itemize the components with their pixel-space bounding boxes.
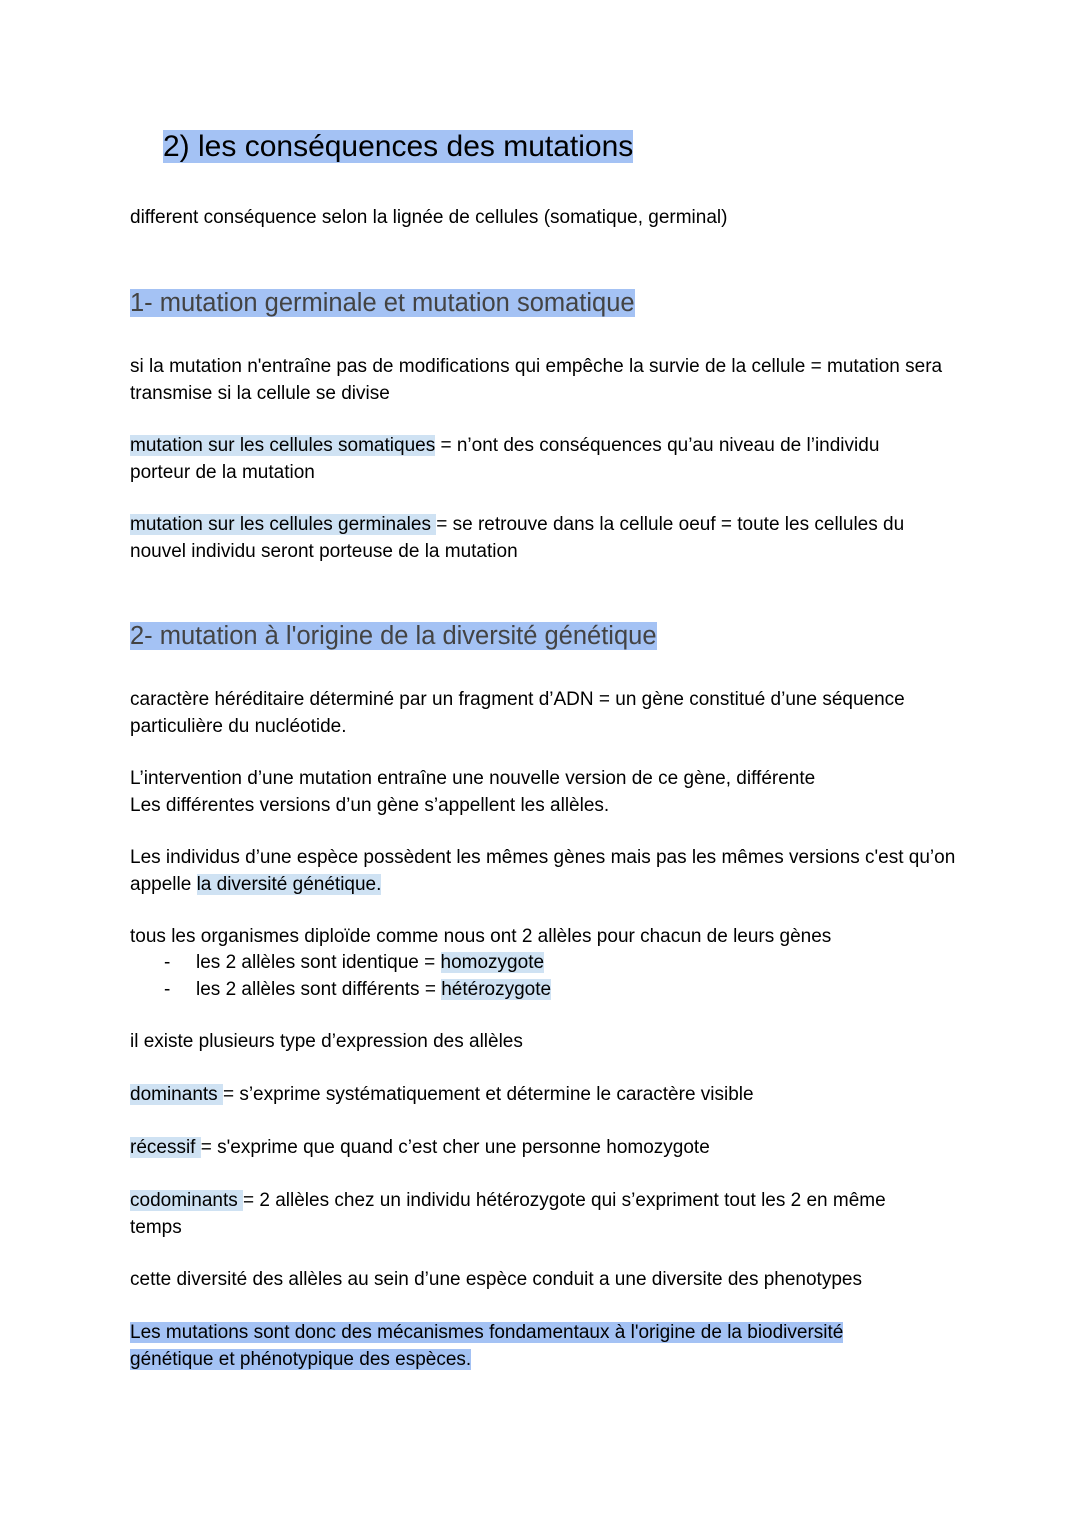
section2-paragraph-phenotypes: cette diversité des allèles au sein d’une espèce conduit a une diversite des phenotypes bbox=[130, 1269, 862, 1290]
paragraph-dominants bbox=[130, 1082, 960, 1109]
recessif-definition: = s'exprime que quand c’est cher une personne homozygote bbox=[200, 1137, 710, 1158]
section2-paragraph-expression: il existe plusieurs type d’expression des allèles bbox=[130, 1031, 523, 1052]
section2-paragraph-alleles bbox=[130, 766, 960, 819]
term-genetic-diversity: la diversité génétique. bbox=[196, 873, 382, 895]
page-title bbox=[163, 128, 633, 166]
section1-paragraph-germinal bbox=[130, 512, 960, 565]
intro-paragraph: different conséquence selon la lignée de cellules (somatique, germinal) bbox=[130, 207, 728, 228]
section1-heading bbox=[130, 286, 960, 320]
section1-paragraph-survival: si la mutation n'entraîne pas de modifications qui empêche la survie de la cellule = mutation sera transmise si la cellule se divise bbox=[130, 356, 943, 404]
section2-paragraph-diversity bbox=[130, 845, 960, 898]
conclusion-text: Les mutations sont donc des mécanismes fondamentaux à l'origine de la biodiversité génétique et phénotypique des espèces. bbox=[130, 1322, 844, 1370]
term-dominants: dominants bbox=[130, 1084, 223, 1105]
title-text: 2) les conséquences des mutations bbox=[163, 130, 634, 163]
paragraph-codominants bbox=[130, 1188, 930, 1241]
list-item-heterozygote bbox=[130, 977, 960, 1004]
somatic-definition: = n’ont des conséquences qu’au niveau de l’individu porteur de la mutation bbox=[130, 435, 880, 483]
term-codominants: codominants bbox=[130, 1190, 244, 1211]
term-homozygote: homozygote bbox=[440, 952, 545, 973]
term-somatic: mutation sur les cellules somatiques bbox=[130, 435, 436, 456]
list-item-text: les 2 allèles sont identique = bbox=[196, 952, 441, 973]
list-item-text: les 2 allèles sont différents = bbox=[196, 978, 442, 1000]
section1-heading-text: 1- mutation germinale et mutation somatique bbox=[130, 289, 635, 317]
dominants-definition: = s’exprime systématiquement et détermine le caractère visible bbox=[222, 1084, 754, 1105]
section2-paragraph-diploid: tous les organismes diploïde comme nous ont 2 allèles pour chacun de leurs gènes bbox=[130, 926, 832, 947]
section2-paragraph-gene: caractère héréditaire déterminé par un fragment d’ADN = un gène constitué d’une séquence particulière du nucléotide. bbox=[130, 689, 905, 737]
term-recessif: récessif bbox=[130, 1137, 201, 1158]
section2-heading-text: 2- mutation à l'origine de la diversité génétique bbox=[130, 622, 657, 650]
alleles-line-2: Les différentes versions d’un gène s’appellent les allèles. bbox=[130, 794, 610, 816]
section1-paragraph-somatic bbox=[130, 433, 930, 486]
paragraph-recessif bbox=[130, 1135, 960, 1162]
conclusion-paragraph bbox=[130, 1320, 890, 1373]
term-germinal: mutation sur les cellules germinales bbox=[130, 514, 437, 535]
diversity-text: Les individus d’une espèce possèdent les mêmes gènes mais pas les mêmes versions c'est qu’on appelle bbox=[130, 847, 956, 895]
dash-bullet: - bbox=[164, 978, 171, 1000]
term-heterozygote: hétérozygote bbox=[441, 978, 552, 1000]
list-item-homozygote bbox=[130, 950, 960, 977]
alleles-line-1: L’intervention d’une mutation entraîne une nouvelle version de ce gène, différente bbox=[130, 768, 816, 789]
germinal-definition: = se retrouve dans la cellule oeuf = toute les cellules du nouvel individu seront porteuse de la mutation bbox=[130, 514, 905, 562]
zygosity-list bbox=[130, 950, 960, 1003]
section2-heading bbox=[130, 619, 960, 653]
codominants-definition: = 2 allèles chez un individu hétérozygote qui s’expriment tout les 2 en même temps bbox=[130, 1190, 886, 1238]
dash-bullet: - bbox=[164, 952, 171, 973]
